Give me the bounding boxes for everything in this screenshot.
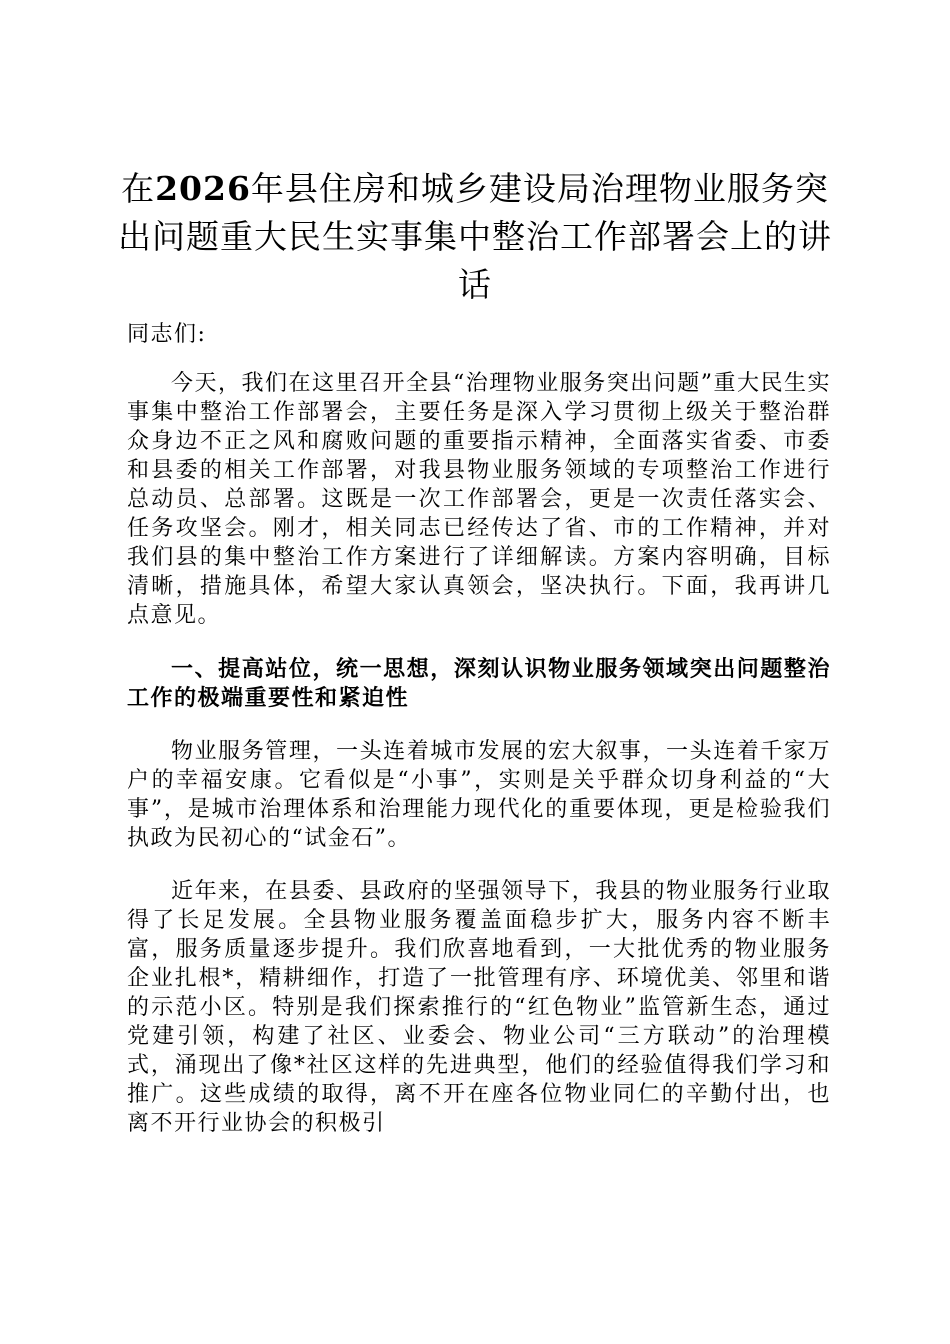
title-prefix: 在 [121, 169, 156, 208]
title-year: 2026 [155, 169, 251, 208]
section-paragraph-1: 物业服务管理，一头连着城市发展的宏大叙事，一头连着千家万户的幸福安康。它看似是“小事”，实则是关乎群众切身利益的“大事”，是城市治理体系和治理能力现代化的重要体现，更是检验我们执政为民初心的“试金石”。 [127, 739, 831, 851]
section-paragraph-2: 近年来，在县委、县政府的坚强领导下，我县的物业服务行业取得了长足发展。全县物业服务覆盖面稳步扩大，服务内容不断丰富，服务质量逐步提升。我们欣喜地看到，一大批优秀的物业服务企业扎根*，精耕细作，打造了一批管理有序、环境优美、邻里和谐的示范小区。特别是我们探索推行的“红色物业”监管新生态，通过党建引领，构建了社区、业委会、物业公司“三方联动”的治理模式，涌现出了像*社区这样的先进典型，他们的经验值得我们学习和推广。这些成绩的取得，离不开在座各位物业同仁的辛勤付出，也离不开行业协会的积极引 [127, 879, 831, 1136]
title-rest: 年县住房和城乡建设局治理物业服务突出问题重大民生实事集中整治工作部署会上的讲话 [118, 169, 832, 304]
document-title [118, 165, 832, 309]
section-heading: 一、提高站位，统一思想，深刻认识物业服务领域突出问题整治工作的极端重要性和紧迫性 [127, 656, 831, 711]
salutation: 同志们: [127, 322, 207, 347]
intro-paragraph: 今天，我们在这里召开全县“治理物业服务突出问题”重大民生实事集中整治工作部署会，主要任务是深入学习贯彻上级关于整治群众身边不正之风和腐败问题的重要指示精神，全面落实省委、市委和县委的相关工作部署，对我县物业服务领域的专项整治工作进行总动员、总部署。这既是一次工作部署会，更是一次责任落实会、任务攻坚会。刚才，相关同志已经传达了省、市的工作精神，并对我们县的集中整治工作方案进行了详细解读。方案内容明确，目标清晰，措施具体，希望大家认真领会，坚决执行。下面，我再讲几点意见。 [127, 371, 831, 628]
